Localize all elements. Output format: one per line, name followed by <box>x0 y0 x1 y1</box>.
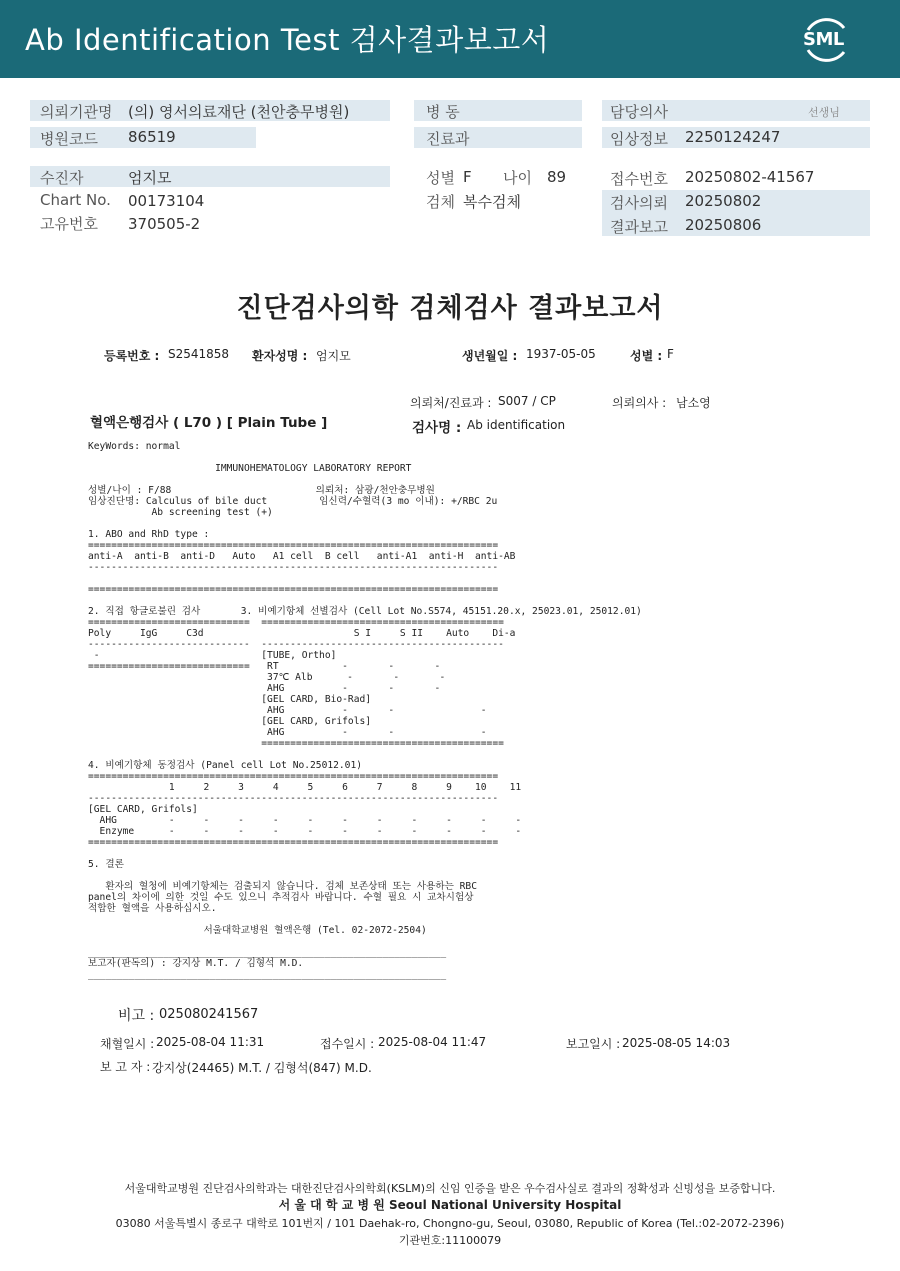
dob-label: 생년월일 : <box>462 349 518 363</box>
dept-label: 진료과 <box>426 130 470 148</box>
institution-label: 의뢰기관명 <box>40 103 113 121</box>
test-name-value: Ab identification <box>467 418 566 432</box>
clinical-value: 2250124247 <box>685 128 781 146</box>
patient-label: 수진자 <box>40 169 84 187</box>
reported-label: 보고일시 : <box>566 1037 621 1051</box>
doc-doctor-value: 남소영 <box>676 396 711 410</box>
receipt-value: 20250802-41567 <box>685 168 815 186</box>
receive-label: 접수일시 : <box>320 1037 375 1051</box>
report-title: Ab Identification Test 검사결과보고서 <box>25 23 550 57</box>
doctor-label: 담당의사 <box>610 103 668 121</box>
doc-dept-label: 의뢰처/진료과 : <box>410 396 492 410</box>
unique-value: 370505-2 <box>128 215 201 233</box>
patient-value: 엄지모 <box>128 169 172 187</box>
reg-value: S2541858 <box>168 347 230 361</box>
footer-address: 03080 서울특별시 종로구 대학로 101번지 / 101 Daehak-ro, Chongno-gu, Seoul, 03080, Republic of Korea (Tel.:02-2072-2396) <box>115 1217 785 1230</box>
lab-report-body: IMMUNOHEMATOLOGY LABORATORY REPORT 성별/나이 : F/88 의뢰처: 삼광/천안충무병원 임상진단명: Calculus of bile duct 임신력/수혈력(3 mo 이내): +/RBC 2u Ab screening test (+) 1. ABO and RhD type : ======================================================================= anti-A anti-B anti-D Auto A1 cell B cell anti-A1 anti-H anti-AB ----------------------------------------------------------------------- ======================================================================= 2. 직접 항글로불린 검사 3. 비예기항체 선별검사 (Cell Lot No.S574, 45151.20.x, 25023.01, 25012.01) ============================ ========================================== Poly IgG C3d S I S II Auto Di-a ---------------------------- ------------------------------------------ - [TUBE, Ortho] ============================ RT - - - 37℃ Alb - - - AHG - - - [GEL CARD, Bio-Rad] AHG - - - [GEL CARD, Grifols] AHG - - - ========================================== 4. 비예기항체 동정검사 (Panel cell Lot No.25012.01) ======================================================================= 1 2 3 4 5 6 7 8 9 10 11 ----------------------------------------------------------------------- [GEL CARD, Grifols] AHG - - - - - - - - - - - Enzyme - - - - - - - - - - - ======================================================================= 5. 결론 환자의 혈청에 비예기항체는 검출되지 않습니다. 검체 보존상태 또는 사용하는 RBC panel의 차이에 의한 것일 수도 있으니 추적검사 바랍니다. 수혈 필요 시 교차시험상 적합한 혈액을 사용하십시오. 서울대학교병원 혈액은행 (Tel. 02-2072-2504) ______________________________________________________________ 보고자(판독의) : 강지상 M.T. / 김형석 M.D. ______________________________________________________________ <box>88 463 642 980</box>
report-value: 20250806 <box>685 216 762 234</box>
report-header <box>0 0 900 78</box>
chart-label: Chart No. <box>40 191 111 209</box>
receive-value: 2025-08-04 11:47 <box>378 1035 487 1049</box>
collect-label: 채혈일시 : <box>100 1037 155 1051</box>
institution-value: (의) 영서의료재단 (천안충무병원) <box>128 103 350 121</box>
unique-label: 고유번호 <box>40 215 98 233</box>
request-label: 검사의뢰 <box>610 194 668 212</box>
reg-label: 등록번호 : <box>104 349 160 363</box>
doc-dept-value: S007 / CP <box>498 394 556 408</box>
reporter-value: 강지상(24465) M.T. / 김형석(847) M.D. <box>152 1061 372 1075</box>
test-name-label: 검사명 : <box>412 420 462 436</box>
doc-sex-label: 성별 : <box>630 349 663 363</box>
name-label: 환자성명 : <box>252 349 308 363</box>
reporter-label: 보 고 자 : <box>100 1060 151 1074</box>
ward-label: 병 동 <box>426 103 460 121</box>
document-title: 진단검사의학 검체검사 결과보고서 <box>236 293 664 324</box>
collect-value: 2025-08-04 11:31 <box>156 1035 265 1049</box>
keywords: KeyWords: normal <box>88 441 181 452</box>
logo-text: SML <box>803 29 844 50</box>
doc-doctor-label: 의뢰의사 : <box>612 396 667 410</box>
report-label: 결과보고 <box>610 218 668 236</box>
info-bar <box>30 166 390 187</box>
hospital-code-label: 병원코드 <box>40 130 98 148</box>
sex-value: F <box>463 168 472 186</box>
request-value: 20250802 <box>685 192 762 210</box>
specimen-label: 검체 <box>426 193 455 211</box>
remark-value: 025080241567 <box>159 1007 259 1022</box>
doctor-suffix: 선생님 <box>808 106 840 119</box>
footer-hospital-name: 서 울 대 학 교 병 원 Seoul National University Hospital <box>278 1198 622 1212</box>
remark-label: 비고 : <box>118 1008 155 1024</box>
age-label: 나이 <box>503 169 532 187</box>
specimen-value: 복수검체 <box>463 193 521 211</box>
receipt-label: 접수번호 <box>610 170 668 188</box>
clinical-label: 임상정보 <box>610 130 668 148</box>
test-group: 혈액은행검사 ( L70 ) [ Plain Tube ] <box>90 415 328 431</box>
doc-sex-value: F <box>667 347 674 361</box>
hospital-code-value: 86519 <box>128 128 176 146</box>
reported-value: 2025-08-05 14:03 <box>622 1036 731 1050</box>
footer-institution-number: 기관번호:11100079 <box>398 1234 502 1247</box>
sex-label: 성별 <box>426 169 455 187</box>
sml-logo <box>800 14 852 66</box>
dob-value: 1937-05-05 <box>526 347 596 361</box>
chart-value: 00173104 <box>128 192 205 210</box>
name-value: 엄지모 <box>316 349 351 363</box>
age-value: 89 <box>547 168 567 186</box>
footer-accreditation: 서울대학교병원 진단검사의학과는 대한진단검사의학회(KSLM)의 신임 인증을 받은 우수검사실로 결과의 정확성과 신빙성을 보증합니다. <box>124 1182 776 1195</box>
